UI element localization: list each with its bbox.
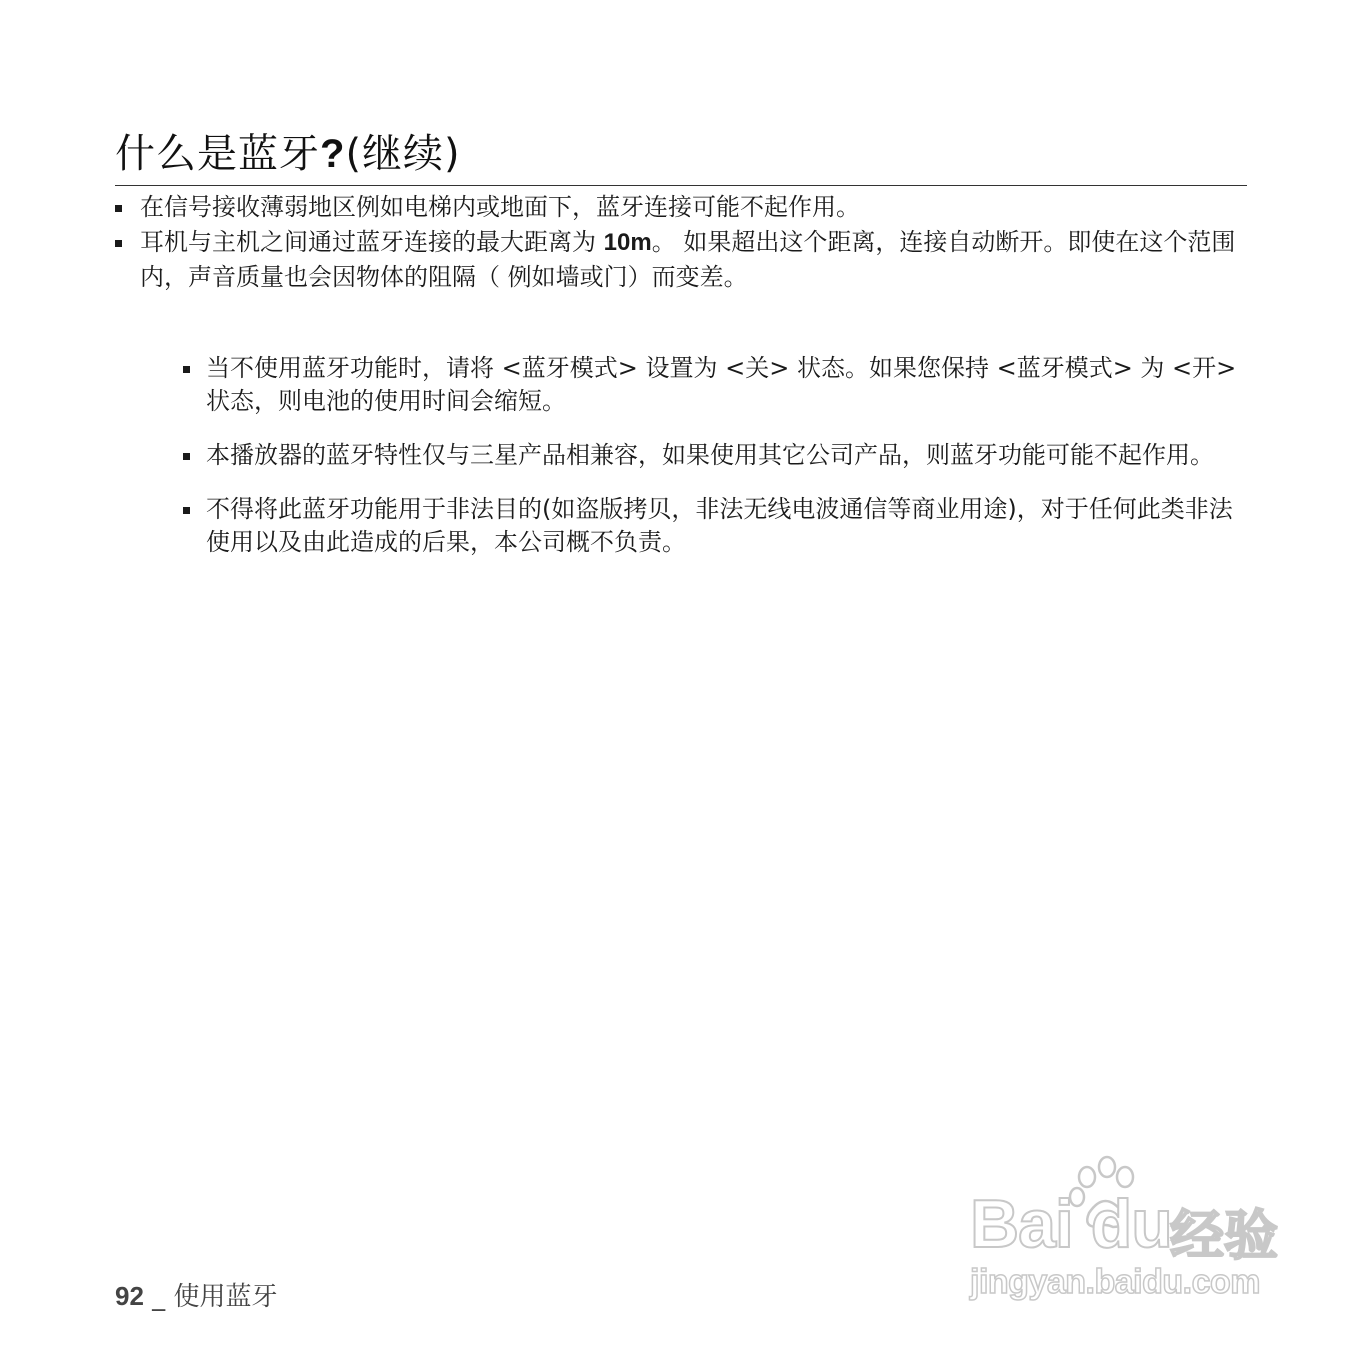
page-title bbox=[115, 122, 461, 179]
title-question-mark: ? bbox=[320, 132, 346, 176]
square-bullet-icon bbox=[183, 453, 190, 460]
note-text: 本播放器的蓝牙特性仅与三星产品相兼容，如果使用其它公司产品，则蓝牙功能可能不起作用。 bbox=[206, 441, 1214, 469]
note-text: 不得将此蓝牙功能用于非法目的(如盗版拷贝，非法无线电波通信等商业用途)，对于任何此类非法使用以及由此造成的后果，本公司概不负责。 bbox=[206, 495, 1233, 556]
watermark-url: jingyan.baidu.com bbox=[970, 1263, 1260, 1301]
page-number: 92 bbox=[115, 1281, 144, 1311]
square-bullet-icon bbox=[115, 240, 122, 247]
note-list-item bbox=[183, 352, 1247, 418]
watermark-product: 经验 bbox=[1170, 1204, 1278, 1267]
title-divider bbox=[115, 185, 1247, 186]
footer-section-title: 使用蓝牙 bbox=[173, 1282, 278, 1312]
square-bullet-icon bbox=[183, 507, 190, 514]
main-item-text-after: 。 如果超出这个距离，连接自动断开。即使在这个范围内，声音质量也会因物体的阻隔（ 例如墙或门）而变差。 bbox=[140, 228, 1236, 291]
note-bullet-list bbox=[183, 352, 1247, 580]
main-item-text: 在信号接收薄弱地区例如电梯内或地面下，蓝牙连接可能不起作用。 bbox=[140, 193, 860, 221]
page-footer bbox=[115, 1276, 277, 1313]
main-item-text-before: 耳机与主机之间通过蓝牙连接的最大距离为 bbox=[140, 228, 604, 256]
main-item-distance: 10m bbox=[603, 229, 652, 256]
baidu-jingyan-watermark bbox=[965, 1155, 1285, 1315]
square-bullet-icon bbox=[183, 366, 190, 373]
main-list-item bbox=[115, 190, 1247, 225]
title-suffix: (继续) bbox=[345, 131, 461, 177]
note-list-item bbox=[183, 493, 1247, 559]
footer-separator: _ bbox=[143, 1282, 174, 1312]
note-list-item bbox=[183, 439, 1247, 472]
main-bullet-list bbox=[115, 190, 1247, 295]
note-text: 当不使用蓝牙功能时，请将 <蓝牙模式> 设置为 <关> 状态。如果您保持 <蓝牙模式> 为 <开> 状态，则电池的使用时间会缩短。 bbox=[206, 354, 1237, 415]
title-prefix: 什么是蓝牙 bbox=[115, 131, 320, 177]
square-bullet-icon bbox=[115, 205, 122, 212]
watermark-brand: Bai du bbox=[970, 1186, 1172, 1262]
main-list-item bbox=[115, 225, 1247, 295]
